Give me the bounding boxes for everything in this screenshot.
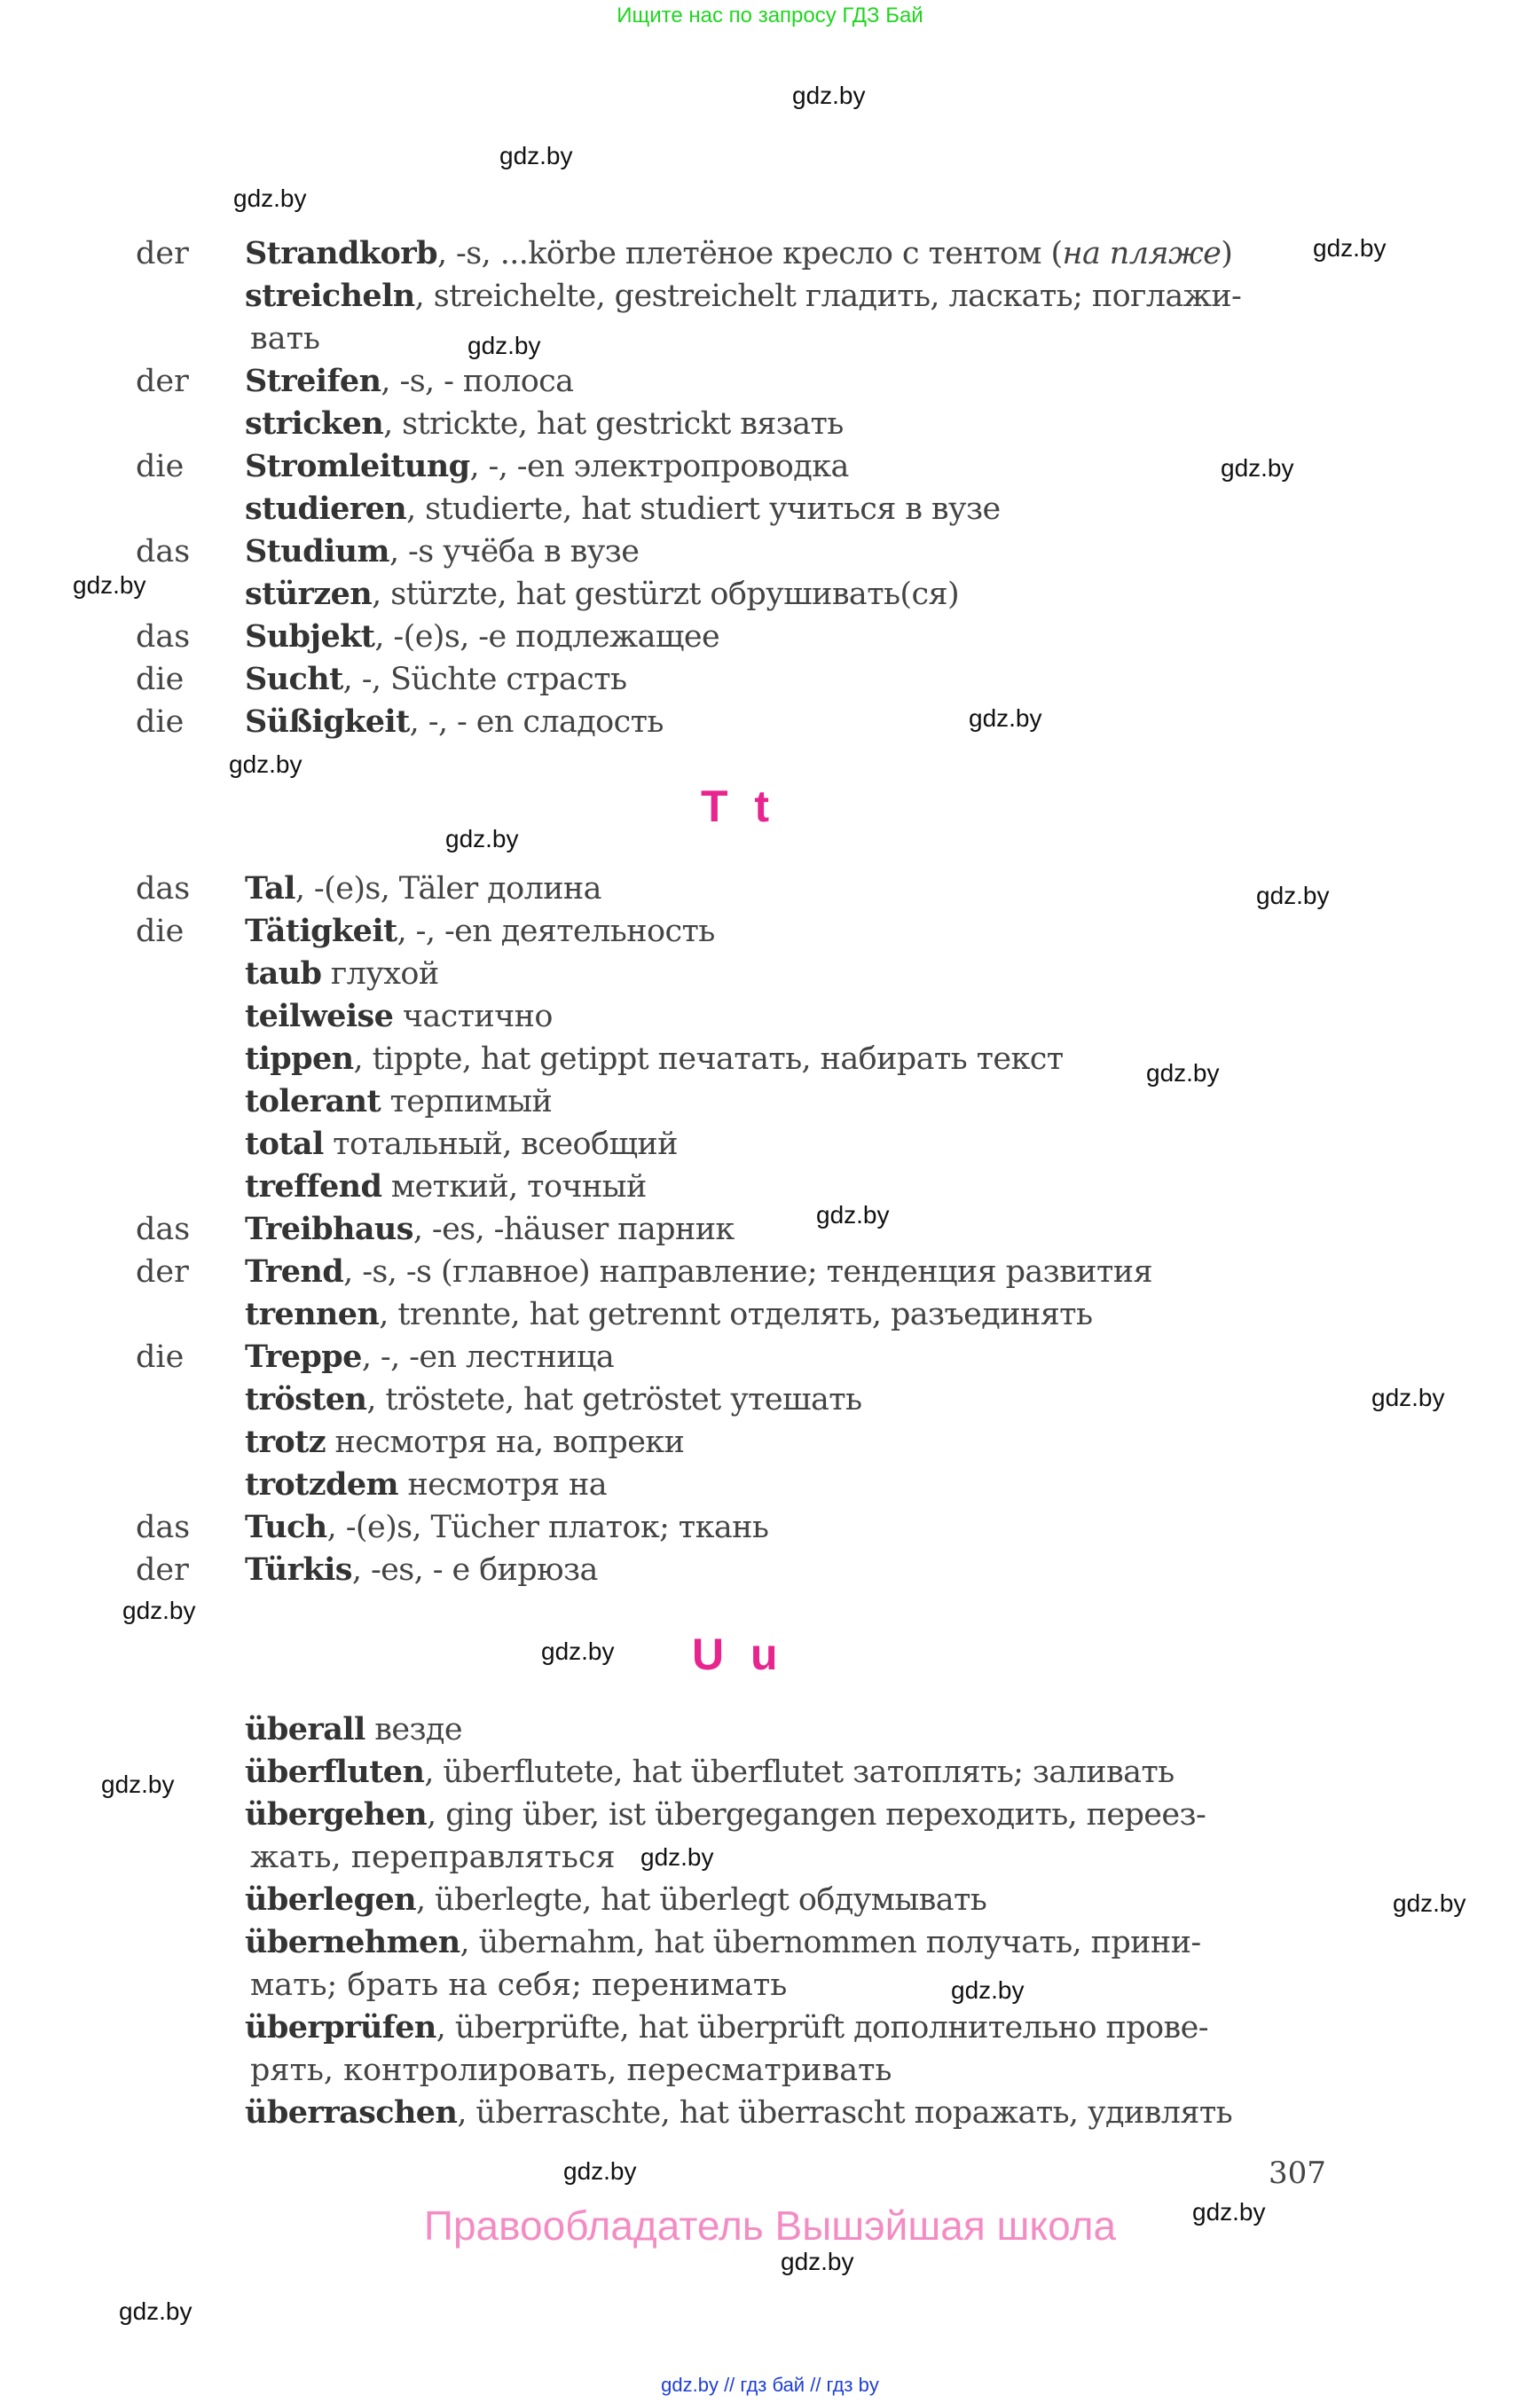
headword: treffend: [245, 1168, 382, 1205]
article: das: [136, 1212, 191, 1247]
definition: тотальный, всеобщий: [323, 1127, 678, 1162]
headword: tippen: [245, 1041, 354, 1077]
headword: überall: [245, 1711, 365, 1747]
watermark: gdz.by: [816, 1201, 890, 1229]
definition: , streichelte, gestreichelt гладить, ласкать; поглажи-: [414, 279, 1242, 314]
watermark: gdz.by: [781, 2248, 854, 2275]
headword: Treppe: [245, 1339, 362, 1375]
article: das: [136, 1510, 191, 1545]
watermark: gdz.by: [640, 1843, 714, 1871]
headword: Süßigkeit: [245, 703, 410, 740]
headword: studieren: [245, 491, 407, 527]
definition: , -es, - e бирюза: [351, 1552, 598, 1588]
definition: , ging über, ist übergegangen переходить, переез-: [427, 1797, 1206, 1833]
definition: , stürzte, hat gestürzt обрушивать(ся): [372, 577, 960, 612]
article: die: [136, 662, 185, 697]
headword: total: [245, 1126, 324, 1162]
definition: , -, - en сладость: [409, 704, 664, 740]
headword: Treibhaus: [245, 1211, 413, 1247]
article: der: [136, 1254, 189, 1290]
headword: Strandkorb: [245, 235, 437, 271]
watermark: gdz.by: [122, 1597, 196, 1624]
watermark: gdz.by: [541, 1637, 615, 1665]
headword: Trend: [245, 1253, 344, 1290]
headword: trösten: [245, 1381, 367, 1417]
article: das: [136, 534, 191, 569]
headword: Subjekt: [245, 618, 375, 655]
page-number: 307: [1269, 2156, 1326, 2191]
definition: , tröstete, hat getröstet утешать: [366, 1382, 862, 1417]
watermark: gdz.by: [1393, 1889, 1466, 1917]
definition: , -, Süchte страсть: [342, 662, 627, 697]
section-heading-t: T t: [701, 781, 777, 831]
article: die: [136, 1339, 185, 1375]
definition: , überraschte, hat überrascht поражать, удивлять: [457, 2095, 1233, 2131]
watermark: gdz.by: [499, 142, 573, 169]
headword: trotzdem: [245, 1466, 398, 1503]
definition: меткий, точный: [381, 1169, 647, 1205]
headword: streicheln: [245, 278, 415, 314]
article: der: [136, 1552, 189, 1588]
watermark: gdz.by: [1221, 454, 1294, 482]
definition: , -, -en электропроводка: [469, 449, 849, 484]
watermark: gdz.by: [73, 571, 146, 599]
definition: глухой: [321, 956, 439, 992]
definition: , -(e)s, -e подлежащее: [374, 619, 720, 655]
top-banner: Ищите нас по запросу ГДЗ Бай: [617, 4, 923, 27]
definition: , tippte, hat getippt печатать, набирать текст: [353, 1041, 1064, 1077]
watermark: gdz.by: [445, 825, 519, 852]
definition: , -s, ...körbe плетёное кресло с тентом (: [437, 236, 1063, 271]
definition: , -, -en деятельность: [397, 914, 715, 949]
headword: Stromleitung: [245, 448, 470, 484]
definition: , -, -en лестница: [361, 1339, 615, 1375]
headword: Türkis: [245, 1551, 352, 1588]
headword: überprüfen: [245, 2009, 436, 2046]
definition: несмотря на: [397, 1467, 608, 1503]
definition: терпимый: [381, 1084, 553, 1119]
rights-holder: Правообладатель Вышэйшая школа: [423, 2203, 1117, 2249]
article: das: [136, 871, 191, 907]
definition: несмотря на, вопреки: [326, 1425, 685, 1460]
article: die: [136, 449, 185, 484]
watermark: gdz.by: [969, 704, 1042, 732]
definition: , strickte, hat gestrickt вязать: [383, 406, 844, 442]
headword: stürzen: [245, 576, 373, 612]
watermark: gdz.by: [792, 82, 866, 109]
headword: übernehmen: [245, 1924, 460, 1960]
article: der: [136, 364, 189, 399]
definition: , überlegte, hat überlegt обдумывать: [415, 1882, 987, 1918]
watermark: gdz.by: [233, 185, 307, 212]
section-heading-u: U u: [692, 1629, 785, 1679]
watermark: gdz.by: [1371, 1384, 1445, 1411]
headword: übergehen: [245, 1796, 428, 1833]
definition: , -s учёба в вузе: [389, 534, 640, 569]
definition: , -(e)s, Tücher платок; ткань: [326, 1510, 769, 1545]
headword: Tuch: [245, 1509, 327, 1545]
article: die: [136, 704, 185, 740]
watermark: gdz.by: [951, 1976, 1025, 2004]
watermark: gdz.by: [1256, 882, 1330, 909]
watermark: gdz.by: [563, 2157, 637, 2185]
headword: Sucht: [245, 661, 343, 697]
headword: tolerant: [245, 1083, 381, 1119]
headword: Studium: [245, 533, 389, 569]
watermark: gdz.by: [101, 1771, 175, 1798]
watermark: gdz.by: [1192, 2198, 1266, 2226]
headword: Tätigkeit: [245, 913, 397, 949]
headword: trotz: [245, 1424, 326, 1460]
headword: Tal: [245, 870, 295, 907]
definition: везде: [365, 1712, 462, 1747]
definition: , überprüfte, hat überprüft дополнительно прове-: [436, 2010, 1208, 2046]
headword: Streifen: [245, 363, 381, 399]
headword: taub: [245, 955, 322, 992]
definition: частично: [393, 999, 553, 1034]
definition: , -(e)s, Täler долина: [295, 871, 601, 907]
watermark: gdz.by: [119, 2297, 192, 2325]
definition: , -es, -häuser парник: [412, 1212, 735, 1247]
definition: , -s, - полоса: [381, 364, 574, 399]
article: das: [136, 619, 191, 655]
headword: stricken: [245, 405, 384, 442]
article: die: [136, 914, 185, 949]
definition: , überflutete, hat überflutet затоплять; заливать: [424, 1755, 1175, 1790]
watermark: gdz.by: [229, 750, 302, 778]
headword: trennen: [245, 1296, 380, 1332]
headword: überlegen: [245, 1881, 416, 1918]
headword: überfluten: [245, 1754, 425, 1790]
watermark: gdz.by: [468, 332, 541, 359]
headword: überraschen: [245, 2094, 458, 2131]
watermark: gdz.by: [1313, 234, 1387, 262]
definition: , -s, -s (главное) направление; тенденция развития: [343, 1254, 1152, 1290]
usage-note: на пляже: [1062, 236, 1222, 271]
article: der: [136, 236, 189, 271]
definition: , trennte, hat getrennt отделять, разъединять: [379, 1297, 1093, 1332]
headword: teilweise: [245, 998, 394, 1034]
definition: , übernahm, hat übernommen получать, прини-: [460, 1925, 1201, 1960]
footer-links[interactable]: gdz.by // гдз бай // гдз by: [661, 2374, 879, 2396]
definition: , studierte, hat studiert учиться в вузе: [406, 491, 1001, 527]
watermark: gdz.by: [1146, 1059, 1220, 1087]
